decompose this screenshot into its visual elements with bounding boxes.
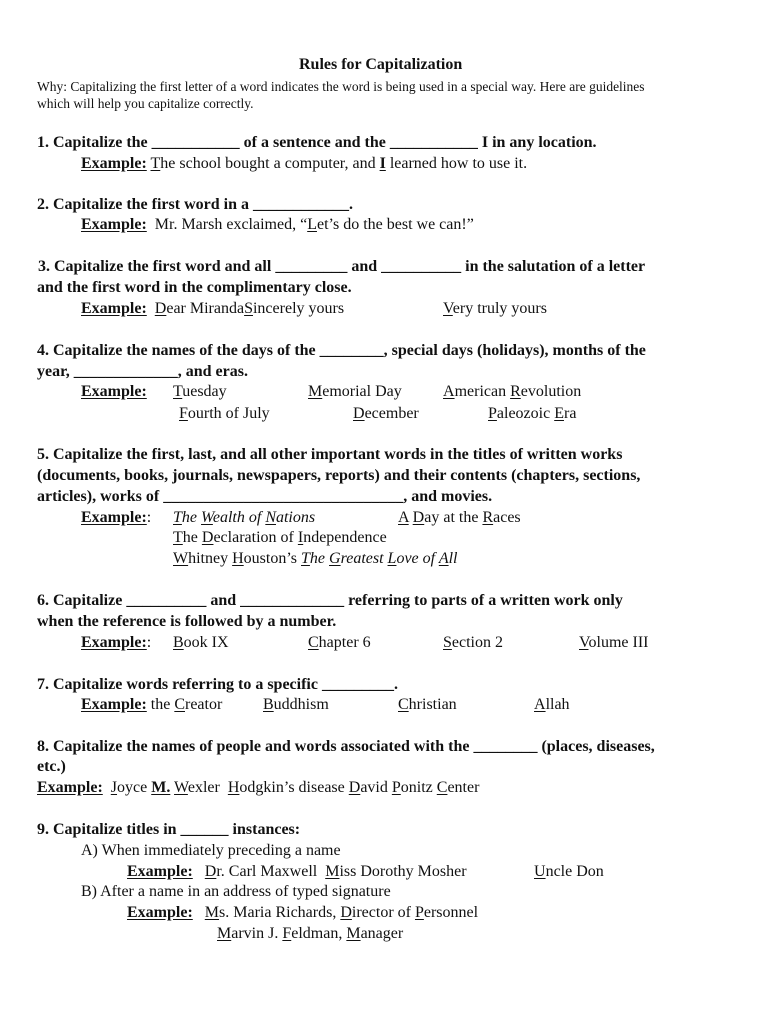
text-run: B) After a name in an address of typed signature bbox=[81, 883, 391, 900]
text-run: L bbox=[307, 216, 317, 233]
text-run: the bbox=[146, 696, 175, 713]
text-run: : bbox=[146, 509, 152, 526]
text-run bbox=[147, 300, 155, 317]
text-run: D bbox=[204, 863, 217, 880]
text-run bbox=[193, 863, 205, 880]
rule-8-heading-line-2 bbox=[37, 757, 66, 777]
text-run: U bbox=[534, 863, 546, 880]
text-run: Example: bbox=[81, 216, 147, 233]
text-run: 9. Capitalize titles in ______ instances: bbox=[37, 821, 301, 838]
text-run: V bbox=[443, 300, 453, 317]
rule-3-heading-line-1 bbox=[34, 257, 645, 277]
text-run: L bbox=[387, 550, 397, 567]
text-run: C bbox=[308, 634, 319, 651]
text-run: aleozoic bbox=[496, 405, 555, 422]
text-run: ouston’s bbox=[243, 550, 302, 567]
text-run: W bbox=[173, 550, 189, 567]
text-run: 1. Capitalize the ___________ of a sentence and the ___________ I in any location. bbox=[37, 134, 597, 151]
text-run: T bbox=[150, 155, 161, 172]
rule-3-example-item bbox=[443, 299, 547, 319]
rule-9-sub-b-example-line-2 bbox=[217, 924, 403, 944]
text-run: W bbox=[201, 509, 213, 526]
text-run: oyce bbox=[117, 779, 152, 796]
text-run: A bbox=[398, 509, 409, 526]
rule-6-example-label bbox=[81, 633, 151, 653]
text-run: avid bbox=[360, 779, 392, 796]
text-run: G bbox=[329, 550, 341, 567]
text-run: ra bbox=[563, 405, 577, 422]
text-run: reatest bbox=[340, 550, 388, 567]
text-run: P bbox=[391, 779, 401, 796]
text-run: ection 2 bbox=[451, 634, 503, 651]
text-run: R bbox=[510, 383, 521, 400]
text-run: Example: bbox=[81, 509, 147, 526]
text-run: Example: bbox=[81, 300, 147, 317]
text-run: aces bbox=[493, 509, 521, 526]
rule-5-heading-line-2 bbox=[37, 466, 640, 486]
text-run: M bbox=[217, 925, 232, 942]
text-run: M. bbox=[151, 779, 171, 796]
text-run: B bbox=[173, 634, 184, 651]
rule-4-example-item bbox=[308, 382, 402, 402]
text-run: T bbox=[173, 509, 182, 526]
text-run: : bbox=[146, 634, 152, 651]
text-run: ealth of bbox=[212, 509, 266, 526]
rule-7-example-item bbox=[263, 695, 329, 715]
text-run: uesday bbox=[182, 383, 227, 400]
rule-9-sub-a-example-item bbox=[534, 862, 604, 882]
text-run: Example: bbox=[81, 696, 147, 713]
text-run: 6. Capitalize __________ and _____________ referring to parts of a written work only bbox=[37, 592, 623, 609]
rule-3-heading-line-2 bbox=[37, 278, 352, 298]
text-run: ourth of July bbox=[187, 405, 270, 422]
text-run: exler bbox=[187, 779, 228, 796]
text-run: llah bbox=[545, 696, 570, 713]
text-run: iss Dorothy Mosher bbox=[339, 863, 467, 880]
rule-5-example-item bbox=[173, 528, 387, 548]
rule-6-example-item bbox=[579, 633, 648, 653]
text-run: anager bbox=[360, 925, 404, 942]
text-run bbox=[193, 904, 205, 921]
rule-5-example-item bbox=[398, 508, 521, 528]
text-run: R bbox=[482, 509, 494, 526]
rule-9-heading bbox=[37, 820, 300, 840]
rule-9-sub-b-example bbox=[127, 903, 478, 923]
text-run: uddhism bbox=[273, 696, 329, 713]
text-run: D bbox=[201, 529, 214, 546]
text-run: Example: bbox=[127, 863, 193, 880]
text-run: eclaration of bbox=[213, 529, 298, 546]
text-run: he bbox=[309, 550, 330, 567]
rule-7-example-item bbox=[534, 695, 570, 715]
text-run: Example: bbox=[81, 383, 147, 400]
text-run: ations bbox=[275, 509, 316, 526]
text-run: articles), works of ______________________________, and movies. bbox=[37, 488, 493, 505]
text-run: ook IX bbox=[183, 634, 229, 651]
intro-line-2: which will help you capitalize correctly. bbox=[37, 96, 254, 111]
rule-8-heading-line-1 bbox=[37, 737, 655, 757]
text-run: T bbox=[301, 550, 310, 567]
text-run: B bbox=[263, 696, 274, 713]
text-run: 2. Capitalize the first word in a ____________. bbox=[37, 196, 353, 213]
text-run: r. Carl Maxwell bbox=[216, 863, 326, 880]
rule-5-example-item bbox=[173, 508, 315, 528]
text-run: ear Miranda bbox=[166, 300, 245, 317]
text-run: P bbox=[488, 405, 497, 422]
text-run: merican bbox=[454, 383, 511, 400]
text-run: M bbox=[204, 904, 220, 921]
text-run: Example: bbox=[127, 904, 193, 921]
text-run: S bbox=[443, 634, 452, 651]
rule-7-heading bbox=[37, 675, 398, 695]
text-run: evolution bbox=[520, 383, 582, 400]
rule-6-example-item bbox=[173, 633, 229, 653]
text-run: s. Maria Richards, bbox=[219, 904, 341, 921]
text-run: reator bbox=[185, 696, 223, 713]
rule-9-sub-a bbox=[81, 841, 341, 861]
rule-6-heading-line-1 bbox=[37, 591, 623, 611]
page-title: Rules for Capitalization bbox=[299, 56, 463, 73]
rule-9-sub-a-example bbox=[127, 862, 467, 882]
text-run: A) When immediately preceding a name bbox=[81, 842, 341, 859]
rule-8-example bbox=[37, 778, 479, 798]
text-run: Example: bbox=[37, 779, 103, 796]
text-run: F bbox=[179, 405, 188, 422]
text-run: D bbox=[340, 904, 352, 921]
text-run: D bbox=[154, 300, 167, 317]
text-run: H bbox=[227, 779, 240, 796]
text-run: ndependence bbox=[303, 529, 387, 546]
text-run: hapter 6 bbox=[318, 634, 371, 651]
rule-4-heading-line-2 bbox=[37, 362, 248, 382]
text-run: J bbox=[110, 779, 118, 796]
text-run: C bbox=[398, 696, 409, 713]
rule-5-heading-line-3 bbox=[37, 487, 492, 507]
text-run: ecember bbox=[364, 405, 419, 422]
text-run: learned how to use it. bbox=[385, 155, 528, 172]
text-run: I bbox=[379, 155, 386, 172]
text-run: he bbox=[181, 509, 202, 526]
rule-6-heading-line-2 bbox=[37, 612, 336, 632]
text-run: ncle Don bbox=[545, 863, 604, 880]
text-run: eldman, bbox=[291, 925, 347, 942]
text-run: Mr. Marsh exclaimed, “ bbox=[146, 216, 308, 233]
rule-5-heading-line-1 bbox=[37, 445, 622, 465]
text-run: A bbox=[534, 696, 546, 713]
rule-4-example-item bbox=[179, 404, 270, 424]
rule-5-example-item bbox=[173, 549, 457, 569]
text-run bbox=[103, 779, 111, 796]
rule-4-example-item bbox=[443, 382, 581, 402]
rule-4-heading-line-1 bbox=[37, 341, 646, 361]
text-run: E bbox=[554, 405, 564, 422]
rule-7-example-item bbox=[398, 695, 457, 715]
text-run: H bbox=[232, 550, 244, 567]
rule-4-example-item bbox=[488, 404, 576, 424]
text-run: arvin J. bbox=[231, 925, 283, 942]
text-run: incerely yours bbox=[252, 300, 345, 317]
text-run: he bbox=[182, 529, 202, 546]
text-run: when the reference is followed by a number. bbox=[37, 613, 337, 630]
text-run: P bbox=[414, 904, 424, 921]
rule-6-example-item bbox=[443, 633, 503, 653]
rule-2-heading bbox=[37, 195, 353, 215]
text-run: hitney bbox=[188, 550, 233, 567]
text-run: 8. Capitalize the names of people and words associated with the ________ (places, diseases, bbox=[37, 738, 655, 755]
text-run: 7. Capitalize words referring to a specific _________. bbox=[37, 676, 398, 693]
text-run: emorial Day bbox=[322, 383, 402, 400]
text-run: he school bought a computer, and bbox=[160, 155, 380, 172]
text-run: F bbox=[282, 925, 292, 942]
rule-2-example bbox=[81, 215, 474, 235]
text-run: C bbox=[436, 779, 448, 796]
text-run: A bbox=[443, 383, 455, 400]
rule-9-sub-b bbox=[81, 882, 391, 902]
rule-7-example bbox=[81, 695, 222, 715]
text-run: S bbox=[244, 300, 253, 317]
text-run: 3. Capitalize the first word and all _________ and __________ in the salutation of a letter bbox=[34, 258, 646, 275]
rule-1-heading bbox=[37, 133, 597, 153]
text-run: D bbox=[353, 405, 365, 422]
text-run: V bbox=[579, 634, 589, 651]
text-run: C bbox=[174, 696, 185, 713]
text-run: irector of bbox=[351, 904, 415, 921]
rule-3-example bbox=[81, 299, 344, 319]
text-run: ery truly yours bbox=[452, 300, 547, 317]
text-run: W bbox=[174, 779, 188, 796]
rule-1-example bbox=[81, 154, 527, 174]
text-run: N bbox=[265, 509, 276, 526]
text-run: enter bbox=[447, 779, 480, 796]
text-run: M bbox=[346, 925, 361, 942]
text-run: A bbox=[438, 550, 449, 567]
text-run: I bbox=[297, 529, 304, 546]
rule-6-example-item bbox=[308, 633, 371, 653]
text-run: ay at the bbox=[424, 509, 483, 526]
text-run: M bbox=[308, 383, 323, 400]
text-run: (documents, books, journals, newspapers, reports) and their contents (chapters, sections, bbox=[37, 467, 641, 484]
text-run: ersonnel bbox=[423, 904, 479, 921]
text-run: et’s do the best we can!” bbox=[316, 216, 474, 233]
text-run: Example: bbox=[81, 634, 147, 651]
text-run: odgkin’s disease bbox=[239, 779, 349, 796]
intro-line-1: Why: Capitalizing the first letter of a word indicates the word is being used in a special way. Here are guidelines bbox=[37, 79, 645, 94]
text-run: etc.) bbox=[37, 758, 66, 775]
rule-5-example-label bbox=[81, 508, 151, 528]
text-run: D bbox=[348, 779, 361, 796]
text-run: 5. Capitalize the first, last, and all other important words in the titles of written works bbox=[37, 446, 623, 463]
text-run: 4. Capitalize the names of the days of the ________, special days (holidays), months of the bbox=[37, 342, 646, 359]
rule-4-example-item bbox=[173, 382, 227, 402]
text-run: D bbox=[412, 509, 425, 526]
text-run: and the first word in the complimentary close. bbox=[37, 279, 352, 296]
text-run: T bbox=[173, 529, 183, 546]
text-run: year, _____________, and eras. bbox=[37, 363, 248, 380]
text-run: hristian bbox=[408, 696, 457, 713]
rule-4-example-label bbox=[81, 382, 147, 402]
text-run: M bbox=[325, 863, 340, 880]
text-run: ove of bbox=[396, 550, 439, 567]
text-run: ll bbox=[448, 550, 458, 567]
text-run: onitz bbox=[400, 779, 437, 796]
rule-4-example-item bbox=[353, 404, 419, 424]
text-run: T bbox=[173, 383, 183, 400]
text-run: olume III bbox=[588, 634, 649, 651]
text-run: Example: bbox=[81, 155, 147, 172]
